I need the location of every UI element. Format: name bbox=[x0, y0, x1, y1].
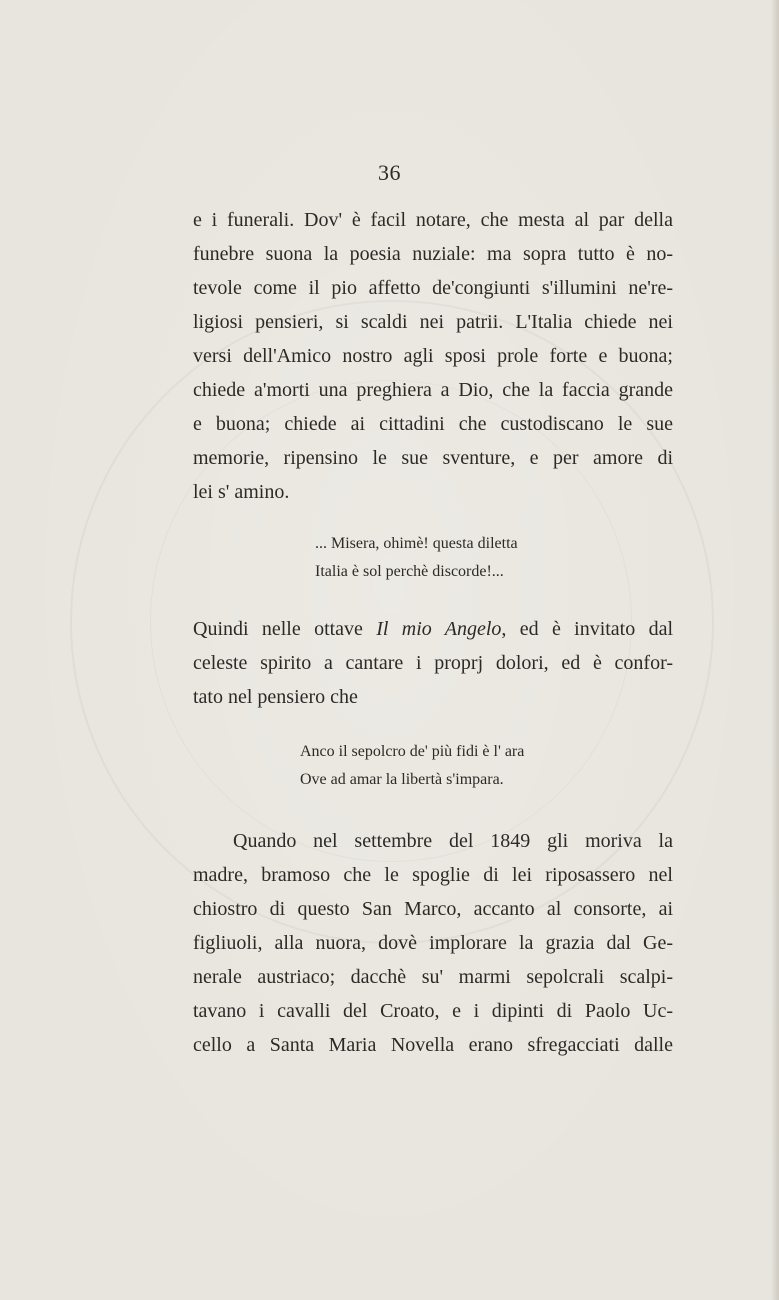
text-fragment: , ed è invitato dal bbox=[501, 618, 673, 640]
text-line: versi dell'Amico nostro agli sposi prole forte e buona; bbox=[193, 345, 673, 367]
verse-quote-1 bbox=[315, 530, 518, 586]
text-fragment: Quindi nelle ottave bbox=[193, 618, 377, 640]
text-line: chiede a'morti una preghiera a Dio, che la faccia grande bbox=[193, 379, 673, 401]
text-line: madre, bramoso che le spoglie di lei riposassero nel bbox=[193, 864, 673, 886]
text-line: ligiosi pensieri, si scaldi nei patrii. L'Italia chiede nei bbox=[193, 311, 673, 333]
verse-line: Italia è sol perchè discorde!... bbox=[315, 563, 504, 580]
verse-line: ... Misera, ohimè! questa diletta bbox=[315, 535, 518, 552]
text-line: celeste spirito a cantare i proprj dolori, ed è confor- bbox=[193, 652, 673, 674]
text-line: memorie, ripensino le sue sventure, e per amore di bbox=[193, 447, 673, 469]
text-line: e buona; chiede ai cittadini che custodiscano le sue bbox=[193, 413, 673, 435]
verse-line: Anco il sepolcro de' più fidi è l' ara bbox=[300, 743, 525, 760]
verse-line: Ove ad amar la libertà s'impara. bbox=[300, 771, 504, 788]
page-edge-shadow bbox=[771, 0, 779, 1300]
text-line: tato nel pensiero che bbox=[193, 686, 358, 708]
text-line: tavano i cavalli del Croato, e i dipinti di Paolo Uc- bbox=[193, 1000, 673, 1022]
verse-quote-2 bbox=[300, 738, 524, 794]
page-number: 36 bbox=[378, 160, 401, 185]
poem-title: Il mio Angelo bbox=[376, 618, 502, 640]
text-line: lei s' amino. bbox=[193, 481, 290, 503]
text-line: chiostro di questo San Marco, accanto al consorte, ai bbox=[193, 898, 673, 920]
text-line: figliuoli, alla nuora, dovè implorare la grazia dal Ge- bbox=[193, 932, 673, 954]
text-line: cello a Santa Maria Novella erano sfregacciati dalle bbox=[193, 1034, 673, 1056]
text-line: tevole come il pio affetto de'congiunti s'illumini ne're- bbox=[193, 277, 673, 299]
text-line: e i funerali. Dov' è facil notare, che mesta al par della bbox=[193, 209, 673, 231]
paragraph-3 bbox=[193, 824, 673, 1062]
paragraph-1 bbox=[193, 203, 673, 509]
text-line bbox=[193, 612, 673, 646]
text-line: nerale austriaco; dacchè su' marmi sepolcrali scalpi- bbox=[193, 966, 673, 988]
text-line: funebre suona la poesia nuziale: ma sopra tutto è no- bbox=[193, 243, 673, 265]
paragraph-2 bbox=[193, 612, 673, 714]
text-line: Quando nel settembre del 1849 gli moriva la bbox=[233, 830, 673, 852]
